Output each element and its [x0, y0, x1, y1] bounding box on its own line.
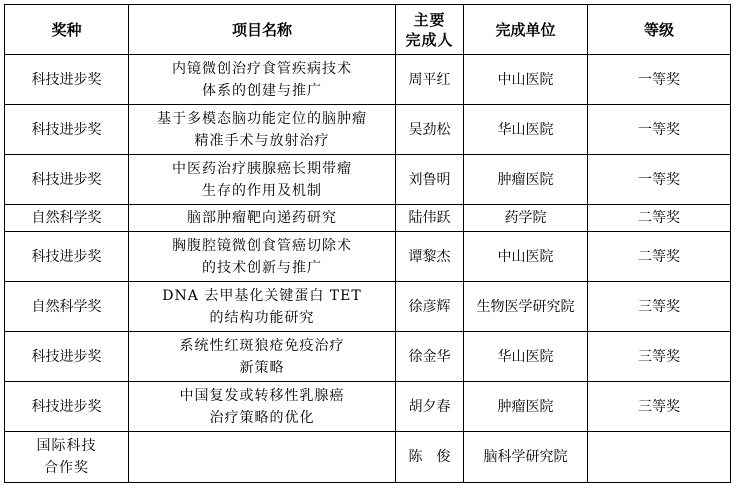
cell-project-name [129, 155, 396, 205]
cell-project-name [129, 382, 396, 432]
project-line2: 的结构功能研究 [209, 309, 315, 326]
header-main-completer [396, 5, 464, 55]
project-line1: 脑部肿瘤靶向递药研究 [187, 210, 337, 226]
cell-unit: 华山医院 [464, 332, 588, 382]
table-row [5, 205, 731, 232]
cell-grade: 二等奖 [588, 232, 731, 282]
award-type-line1: 国际科技 [36, 438, 97, 454]
cell-award-type: 科技进步奖 [5, 382, 129, 432]
cell-project-name [129, 205, 396, 232]
cell-unit: 药学院 [464, 205, 588, 232]
awards-table [4, 4, 731, 483]
cell-person: 刘鲁明 [396, 155, 464, 205]
cell-grade: 三等奖 [588, 332, 731, 382]
cell-award-type: 自然科学奖 [5, 282, 129, 332]
header-grade: 等级 [588, 5, 731, 55]
cell-grade: 三等奖 [588, 382, 731, 432]
table-header-row [5, 5, 731, 55]
awards-table-container [4, 4, 731, 483]
project-line2: 体系的创建与推广 [202, 82, 322, 99]
cell-person: 吴劲松 [396, 105, 464, 155]
cell-award-type [5, 432, 129, 483]
cell-award-type: 自然科学奖 [5, 205, 129, 232]
cell-unit: 华山医院 [464, 105, 588, 155]
cell-grade: 一等奖 [588, 105, 731, 155]
cell-grade: 一等奖 [588, 55, 731, 105]
cell-person: 周平红 [396, 55, 464, 105]
award-type-line2: 合作奖 [44, 460, 89, 476]
project-line1: 基于多模态脑功能定位的脑肿瘤 [157, 110, 367, 127]
table-row [5, 382, 731, 432]
cell-person: 陆伟跃 [396, 205, 464, 232]
cell-grade [588, 432, 731, 483]
project-line2: 的技术创新与推广 [202, 259, 322, 276]
cell-project-name [129, 432, 396, 483]
project-line2: 生存的作用及机制 [202, 182, 322, 199]
header-award-type: 奖种 [5, 5, 129, 55]
cell-unit: 中山医院 [464, 55, 588, 105]
cell-person: 谭黎杰 [396, 232, 464, 282]
cell-project-name [129, 55, 396, 105]
cell-project-name [129, 232, 396, 282]
project-line1: 系统性红斑狼疮免疫治疗 [179, 337, 345, 354]
cell-unit: 肿瘤医院 [464, 155, 588, 205]
table-row [5, 432, 731, 483]
table-row [5, 55, 731, 105]
project-line2: 新策略 [239, 359, 285, 376]
header-unit: 完成单位 [464, 5, 588, 55]
cell-award-type: 科技进步奖 [5, 332, 129, 382]
cell-person: 胡夕春 [396, 382, 464, 432]
cell-person: 徐金华 [396, 332, 464, 382]
project-line1: 中国复发或转移性乳腺癌 [179, 387, 345, 404]
project-line2: 治疗策略的优化 [209, 409, 315, 426]
project-line1: DNA 去甲基化关键蛋白 TET [162, 287, 362, 304]
header-project-name: 项目名称 [129, 5, 396, 55]
project-line1: 中医药治疗胰腺癌长期带瘤 [172, 160, 352, 177]
cell-award-type: 科技进步奖 [5, 55, 129, 105]
table-row [5, 232, 731, 282]
cell-award-type: 科技进步奖 [5, 105, 129, 155]
header-main-completer-line1: 主要 [413, 10, 446, 29]
cell-project-name [129, 282, 396, 332]
header-main-completer-line2: 完成人 [405, 30, 454, 49]
cell-grade: 二等奖 [588, 205, 731, 232]
table-row [5, 155, 731, 205]
cell-unit: 脑科学研究院 [464, 432, 588, 483]
table-row [5, 105, 731, 155]
cell-project-name [129, 332, 396, 382]
project-line1: 胸腹腔镜微创食管癌切除术 [172, 237, 352, 254]
table-row [5, 282, 731, 332]
project-line2: 精准手术与放射治疗 [194, 132, 330, 149]
cell-award-type: 科技进步奖 [5, 232, 129, 282]
project-line1: 内镜微创治疗食管疾病技术 [172, 60, 352, 77]
cell-grade: 三等奖 [588, 282, 731, 332]
cell-grade: 一等奖 [588, 155, 731, 205]
cell-unit: 肿瘤医院 [464, 382, 588, 432]
cell-unit: 中山医院 [464, 232, 588, 282]
cell-person: 徐彦辉 [396, 282, 464, 332]
cell-award-type: 科技进步奖 [5, 155, 129, 205]
table-row [5, 332, 731, 382]
cell-unit: 生物医学研究院 [464, 282, 588, 332]
cell-person: 陈 俊 [396, 432, 464, 483]
cell-project-name [129, 105, 396, 155]
